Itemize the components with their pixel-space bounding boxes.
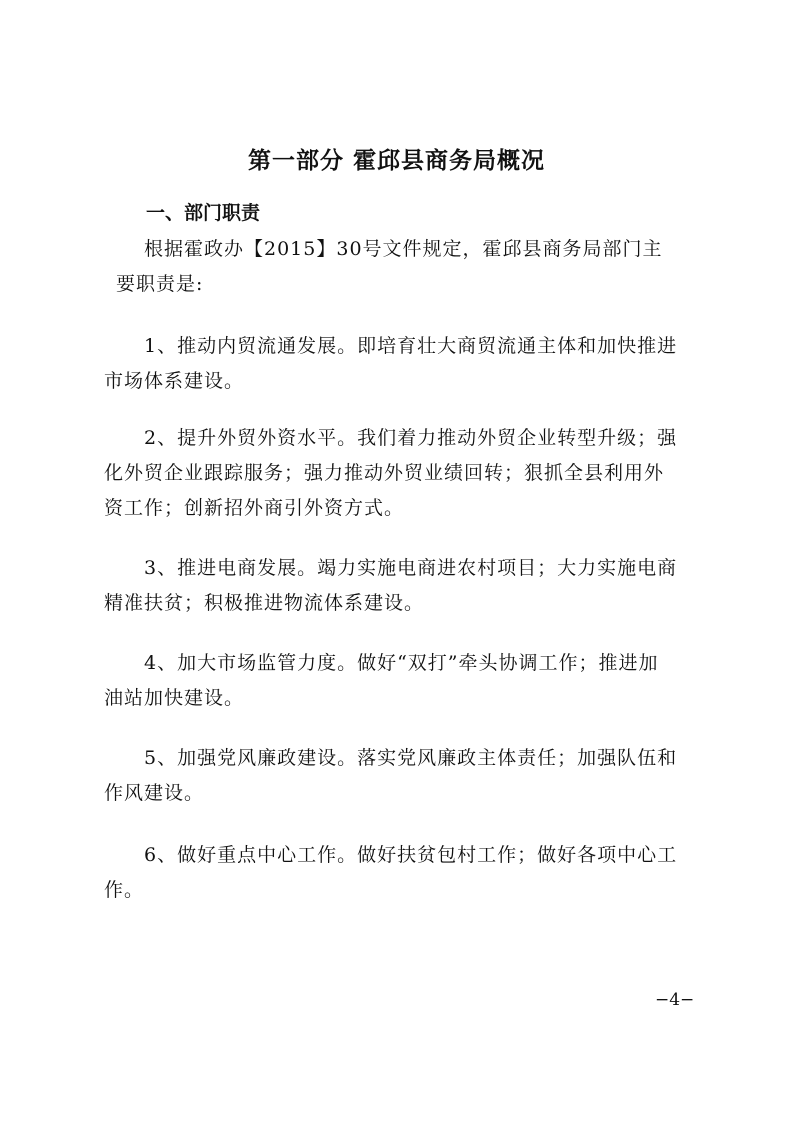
intro-paragraph bbox=[104, 232, 704, 302]
intro-line: 根据霍政办【2015】30号文件规定，霍邱县商务局部门主 bbox=[144, 238, 663, 260]
page-number: −4− bbox=[655, 990, 695, 1010]
duty-line: 1、推动内贸流通发展。即培育壮大商贸流通主体和加快推进 bbox=[144, 335, 678, 357]
duty-line: 作。 bbox=[104, 879, 145, 901]
duty-line: 3、推进电商发展。竭力实施电商进农村项目；大力实施电商 bbox=[144, 557, 678, 579]
duty-item-3 bbox=[104, 551, 704, 621]
duty-line: 4、加大市场监管力度。做好“双打”牵头协调工作；推进加 bbox=[144, 652, 659, 674]
intro-line: 要职责是: bbox=[116, 273, 204, 295]
duty-line: 资工作；创新招外商引外资方式。 bbox=[104, 497, 405, 519]
duty-item-4 bbox=[104, 646, 704, 716]
duty-line: 精准扶贫；积极推进物流体系建设。 bbox=[104, 592, 425, 614]
duty-line: 油站加快建设。 bbox=[104, 687, 245, 709]
duty-line: 作风建设。 bbox=[104, 782, 205, 804]
duty-line: 6、做好重点中心工作。做好扶贫包村工作；做好各项中心工 bbox=[144, 844, 678, 866]
duty-item-5 bbox=[104, 741, 704, 811]
duty-item-2 bbox=[104, 421, 704, 526]
duty-item-1 bbox=[104, 329, 704, 399]
page-title: 第一部分 霍邱县商务局概况 bbox=[247, 148, 545, 174]
duty-item-6 bbox=[104, 838, 704, 908]
duty-line: 2、提升外贸外资水平。我们着力推动外贸企业转型升级；强 bbox=[144, 427, 678, 449]
duty-line: 化外贸企业跟踪服务；强力推动外贸业绩回转；狠抓全县利用外 bbox=[104, 462, 665, 484]
section-heading: 一、部门职责 bbox=[146, 202, 261, 224]
duty-line: 5、加强党风廉政建设。落实党风廉政主体责任；加强队伍和 bbox=[144, 747, 678, 769]
duty-line: 市场体系建设。 bbox=[104, 370, 245, 392]
